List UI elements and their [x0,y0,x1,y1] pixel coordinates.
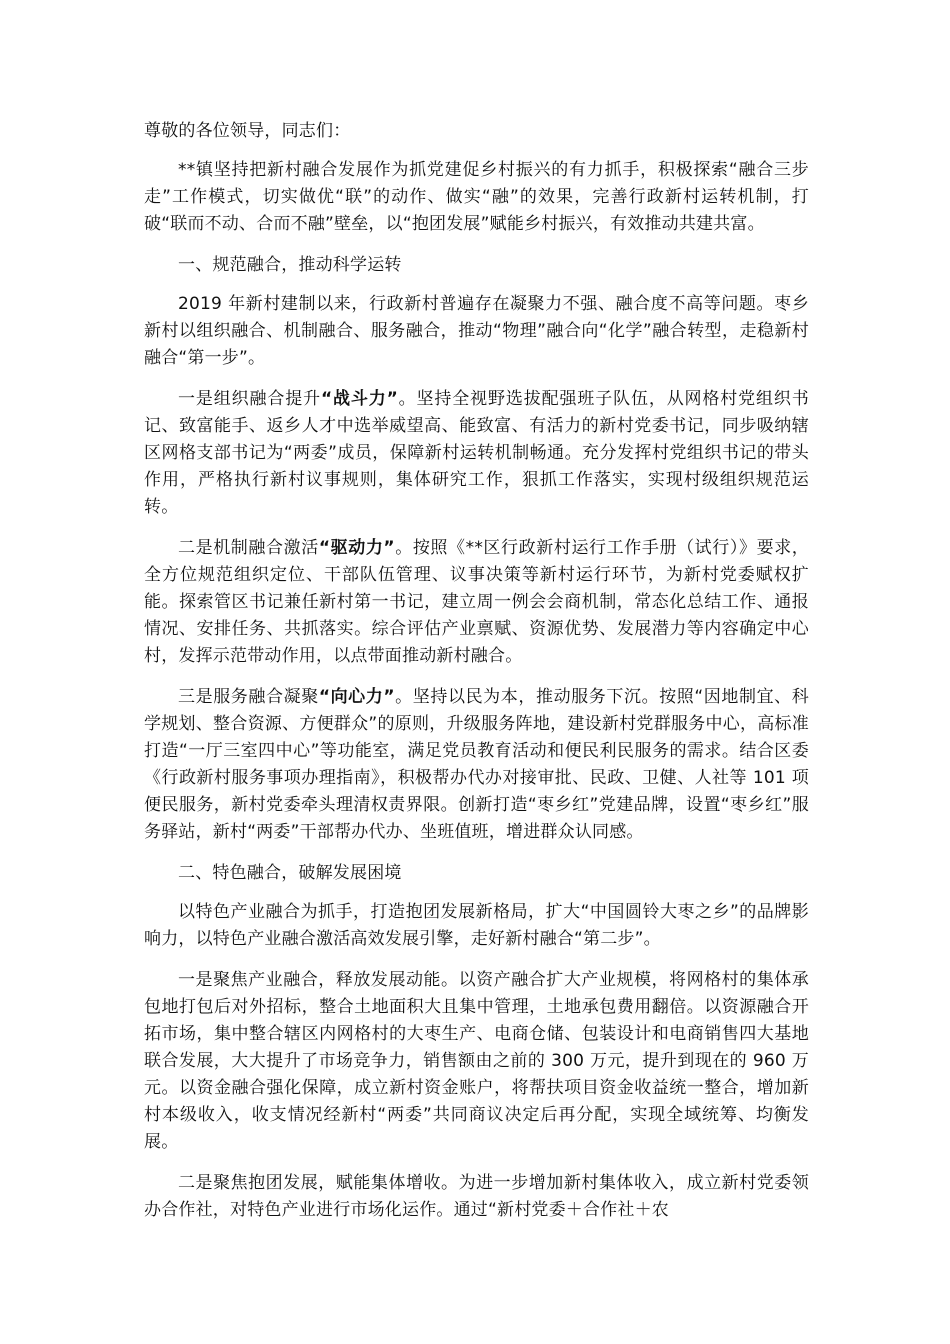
document-page [144,118,809,1238]
intro-paragraph: **镇坚持把新村融合发展作为抓党建促乡村振兴的有力抓手，积极探索“融合三步走”工作模式，切实做优“联”的动作、做实“融”的效果，完善行政新村运转机制，打破“联而不动、合而不融”壁垒，以“抱团发展”赋能乡村振兴，有效推动共建共富。 [144,160,809,234]
paragraph-tail: 。坚持以民为本，推动服务下沉。按照“因地制宜、科学规划、整合资源、方便群众”的原则，升级服务阵地，建设新村党群服务中心，高标准打造“一厅三室四中心”等功能室，满足党员教育活动和便民利民服务的需求。结合区委《行政新村服务事项办理指南》，积极帮办代办对接审批、民政、卫健、人社等 101 项便民服务，新村党委牵头理清权责界限。创新打造“枣乡红”党建品牌，设置“枣乡红”服务驿站，新村“两委”干部帮办代办、坐班值班，增进群众认同感。 [144,687,809,842]
paragraph-lead: 二是机制融合激活 [178,538,319,558]
body-paragraph-organization [144,386,809,521]
paragraph-lead: 一是组织融合提升 [178,389,321,409]
body-paragraph: 以特色产业融合为抓手，打造抱团发展新格局，扩大“中国圆铃大枣之乡”的品牌影响力，以特色产业融合激活高效发展引擎，走好新村融合“第二步”。 [144,902,809,949]
paragraph-emphasis: “战斗力” [320,389,398,409]
body-paragraph-mechanism [144,535,809,670]
salutation: 尊敬的各位领导，同志们： [144,121,351,141]
paragraph-lead: 三是服务融合凝聚 [178,687,319,707]
section-heading-1: 一、规范融合，推动科学运转 [178,255,402,275]
body-paragraph-service [144,684,809,846]
body-paragraph: 一是聚焦产业融合，释放发展动能。以资产融合扩大产业规模，将网格村的集体承包地打包后对外招标，整合土地面积大且集中管理，土地承包费用翻倍。以资源融合开拓市场，集中整合辖区内网格村的大枣生产、电商仓储、包装设计和电商销售四大基地联合发展，大大提升了市场竞争力，销售额由之前的 300 万元，提升到现在的 960 万元。以资金融合强化保障，成立新村资金账户，将帮扶项目资金收益统一整合，增加新村本级收入，收支情况经新村“两委”共同商议决定后再分配，实现全域统筹、均衡发展。 [144,970,809,1152]
paragraph-emphasis: “驱动力” [318,538,395,558]
section-heading-2: 二、特色融合，破解发展困境 [178,863,402,883]
paragraph-emphasis: “向心力” [318,687,395,707]
body-paragraph: 2019 年新村建制以来，行政新村普遍存在凝聚力不强、融合度不高等问题。枣乡新村以组织融合、机制融合、服务融合，推动“物理”融合向“化学”融合转型，走稳新村融合“第一步”。 [144,294,809,368]
paragraph-tail: 。坚持全视野选拔配强班子队伍，从网格村党组织书记、致富能手、返乡人才中选举威望高、能致富、有活力的新村党委书记，同步吸纳辖区网格支部书记为“两委”成员，保障新村运转机制畅通。充分发挥村党组织书记的带头作用，严格执行新村议事规则，集体研究工作，狠抓工作落实，实现村级组织规范运转。 [144,389,809,517]
paragraph-tail: 。按照《**区行政新村运行工作手册（试行）》要求，全方位规范组织定位、干部队伍管理、议事决策等新村运行环节，为新村党委赋权扩能。探索管区书记兼任新村第一书记，建立周一例会会商机制，常态化总结工作、通报情况、安排任务、共抓落实。综合评估产业禀赋、资源优势、发展潜力等内容确定中心村，发挥示范带动作用，以点带面推动新村融合。 [144,538,809,666]
body-paragraph: 二是聚焦抱团发展，赋能集体增收。为进一步增加新村集体收入，成立新村党委领办合作社，对特色产业进行市场化运作。通过“新村党委＋合作社＋农 [144,1173,809,1220]
